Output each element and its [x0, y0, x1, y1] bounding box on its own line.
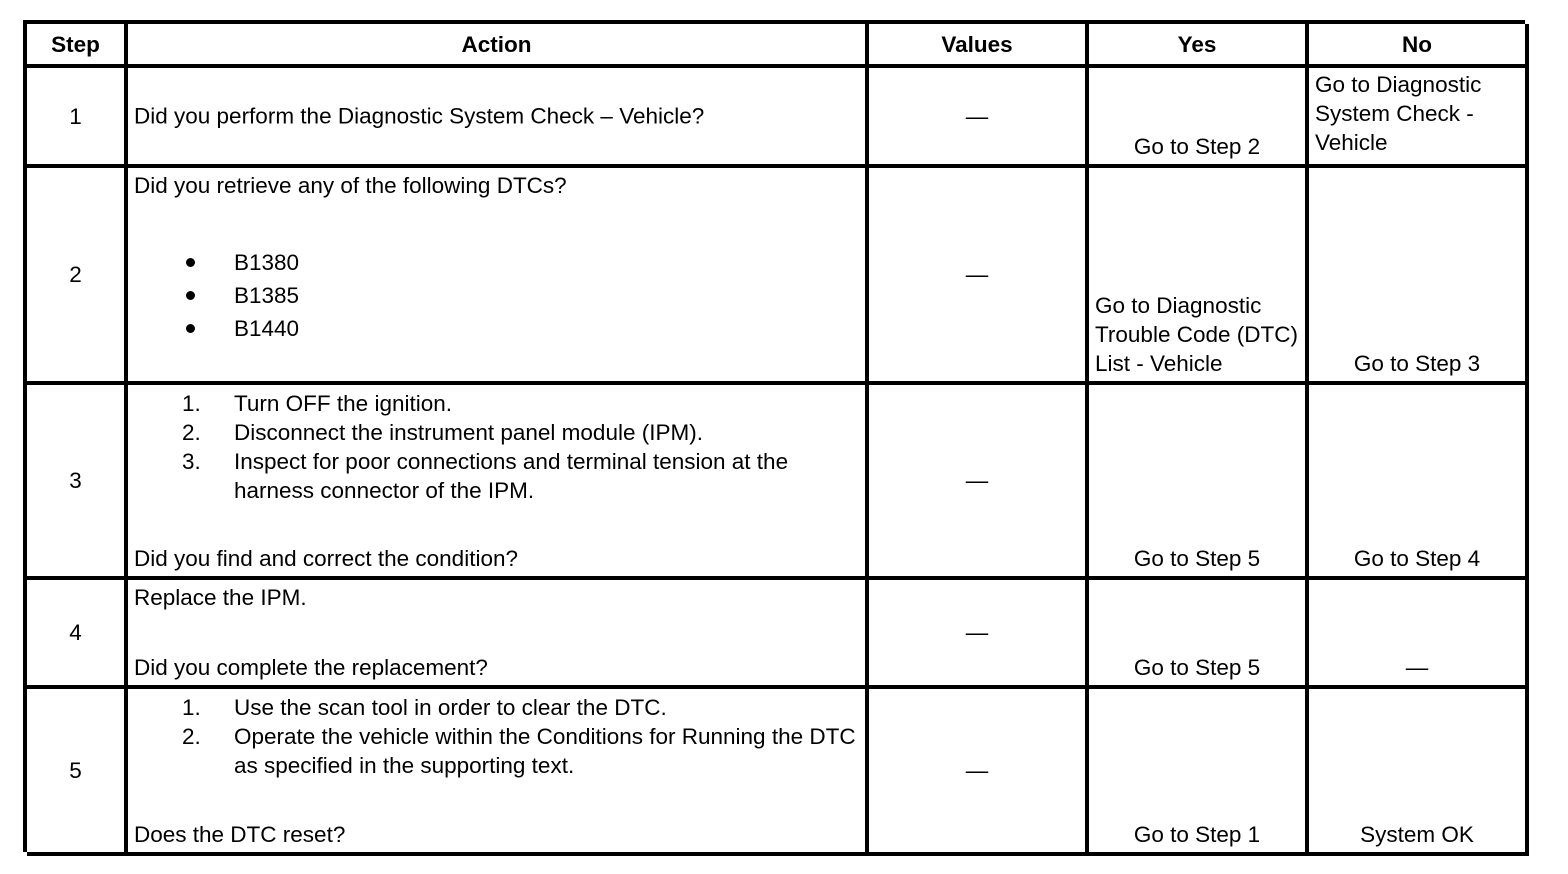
- header-values: Values: [869, 24, 1089, 68]
- values-cell: [869, 580, 1089, 689]
- list-item: [134, 314, 299, 347]
- action-cell: [128, 168, 869, 385]
- yes-cell: [1089, 580, 1309, 689]
- action-question: Does the DTC reset?: [134, 822, 346, 847]
- list-item: [134, 389, 859, 418]
- header-action: Action: [128, 24, 869, 68]
- item-text: Turn OFF the ignition.: [234, 391, 453, 416]
- no-text: System OK: [1360, 822, 1474, 847]
- action-intro: Replace the IPM.: [134, 585, 307, 610]
- procedure-list: [134, 693, 859, 780]
- list-item: [134, 248, 299, 281]
- header-yes: Yes: [1089, 24, 1309, 68]
- no-cell: [1309, 168, 1529, 385]
- values-cell: [869, 168, 1089, 385]
- list-item: [134, 281, 299, 314]
- item-number: 2.: [182, 420, 201, 445]
- bullet-icon: [186, 258, 195, 267]
- item-text: Operate the vehicle within the Conditions for Running the DTC as specified in the supporting text.: [234, 724, 856, 778]
- no-text: Go to Step 4: [1353, 546, 1481, 571]
- action-question: Did you complete the replacement?: [134, 655, 488, 680]
- action-cell: [128, 580, 869, 689]
- bullet-icon: [186, 291, 195, 300]
- item-number: 3.: [182, 449, 201, 474]
- yes-text: Go to Diagnostic Trouble Code (DTC) List - Vehicle: [1095, 293, 1298, 376]
- dtc-code: B1380: [234, 250, 300, 275]
- action-intro: Did you retrieve any of the following DTCs?: [134, 173, 567, 198]
- item-text: Inspect for poor connections and terminal tension at the harness connector of the IPM.: [234, 449, 789, 503]
- yes-text: Go to Step 5: [1133, 655, 1261, 680]
- action-cell: [128, 689, 869, 856]
- diagnostic-table: [23, 20, 1525, 852]
- dtc-code: B1385: [234, 283, 300, 308]
- values-cell: [869, 689, 1089, 856]
- bullet-icon: [186, 324, 195, 333]
- values-text: —: [965, 103, 989, 129]
- yes-cell: [1089, 689, 1309, 856]
- action-cell: [128, 385, 869, 580]
- step-number: 3: [27, 385, 128, 580]
- dtc-code: B1440: [234, 316, 300, 341]
- values-text: —: [965, 468, 989, 493]
- yes-cell: [1089, 385, 1309, 580]
- yes-text: Go to Step 5: [1133, 546, 1261, 571]
- yes-cell: [1089, 68, 1309, 168]
- no-cell: [1309, 580, 1529, 689]
- item-number: 1.: [182, 695, 201, 720]
- step-number: 5: [27, 689, 128, 856]
- action-question: Did you find and correct the condition?: [134, 546, 518, 571]
- no-cell: [1309, 689, 1529, 856]
- values-text: —: [965, 620, 989, 645]
- item-number: 1.: [182, 391, 201, 416]
- list-item: [134, 418, 859, 447]
- values-cell: [869, 385, 1089, 580]
- step-number: 4: [27, 580, 128, 689]
- list-item: [134, 722, 859, 780]
- item-text: Use the scan tool in order to clear the DTC.: [234, 695, 667, 720]
- yes-text: Go to Step 1: [1133, 822, 1261, 847]
- yes-text: Go to Step 2: [1133, 134, 1261, 159]
- action-cell: [128, 68, 869, 168]
- list-item: [134, 447, 859, 505]
- yes-cell: [1089, 168, 1309, 385]
- procedure-list: [134, 389, 859, 505]
- values-text: —: [965, 758, 989, 783]
- header-no: No: [1309, 24, 1529, 68]
- no-cell: [1309, 68, 1529, 168]
- step-number: 2: [27, 168, 128, 385]
- action-text: Did you perform the Diagnostic System Check – Vehicle?: [134, 103, 705, 129]
- values-text: —: [965, 262, 989, 287]
- no-cell: [1309, 385, 1529, 580]
- list-item: [134, 693, 859, 722]
- no-text: Go to Step 3: [1353, 351, 1481, 376]
- step-number: 1: [27, 68, 128, 168]
- dtc-list: [134, 248, 299, 347]
- header-step: Step: [27, 24, 128, 68]
- no-text: Go to Diagnostic System Check - Vehicle: [1315, 72, 1482, 155]
- no-text: —: [1405, 655, 1429, 680]
- item-text: Disconnect the instrument panel module (IPM).: [234, 420, 703, 445]
- values-cell: [869, 68, 1089, 168]
- item-number: 2.: [182, 724, 201, 749]
